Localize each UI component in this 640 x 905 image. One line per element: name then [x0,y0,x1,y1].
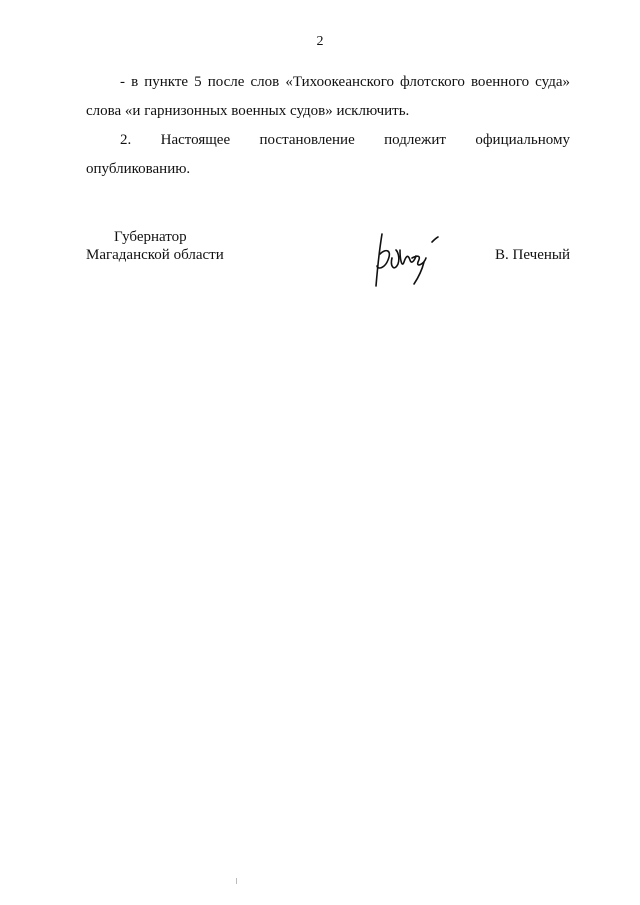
scan-artifact-mark [236,878,237,884]
signatory-title-line2: Магаданской области [86,247,224,263]
paragraph-publication: 2. Настоящее постановление подлежит официальному опубликованию. [86,132,570,177]
signature-block [86,228,570,298]
page-number: 2 [316,34,324,49]
signatory-title-line1: Губернатор [114,229,187,245]
paragraph-amendment: - в пункте 5 после слов «Тихоокеанского флотского военного суда» слова «и гарнизонных военных судов» исключить. [86,74,570,119]
document-body [86,68,570,184]
handwritten-signature-icon [368,228,448,294]
signatory-name: В. Печеный [495,247,570,263]
signatory-title [86,228,224,264]
